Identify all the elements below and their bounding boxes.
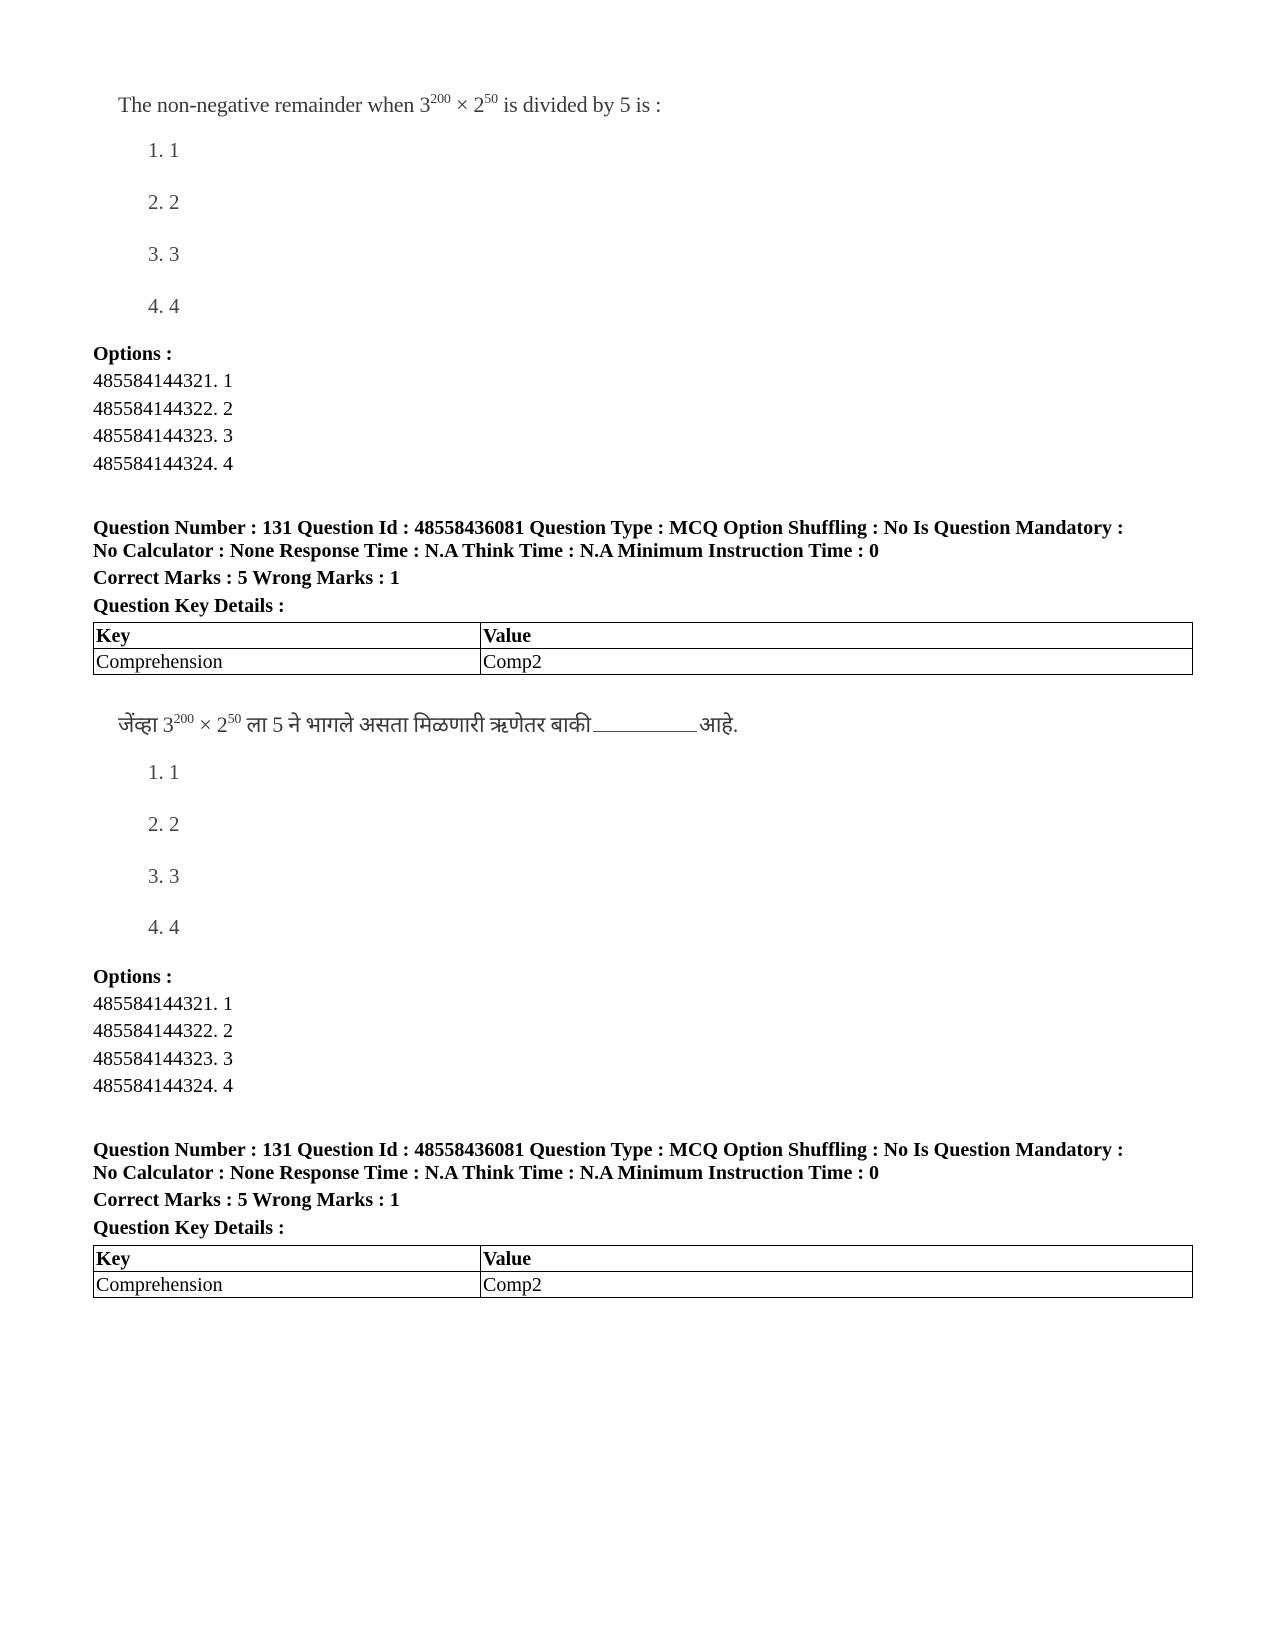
exponent: 200 (173, 712, 194, 727)
option-item: 485584144323. 3 (93, 1048, 233, 1070)
table-header-cell: Key (94, 1246, 481, 1272)
option-item: 485584144322. 2 (93, 398, 233, 420)
table-header-row (94, 1246, 1193, 1272)
question-option: 4. 4 (148, 294, 180, 318)
question-meta-line: Question Number : 131 Question Id : 48558436081 Question Type : MCQ Option Shuffling : No Is Question Mandatory : (93, 517, 1124, 539)
stem-text: is divided by 5 is : (497, 92, 662, 117)
stem-text: × 2 (450, 92, 485, 117)
question-option: 3. 3 (148, 242, 180, 266)
key-details-label: Question Key Details : (93, 595, 285, 617)
table-row (94, 1272, 1193, 1298)
stem-text: ला 5 ने भागले असता मिळणारी ऋणेतर बाकी (241, 712, 591, 737)
exponent: 200 (430, 92, 451, 107)
table-header-cell: Value (481, 1246, 1193, 1272)
question-stem (118, 706, 738, 739)
stem-text: जेंव्हा 3 (118, 712, 174, 737)
question-key-table (93, 622, 1193, 675)
table-cell: Comp2 (481, 1272, 1193, 1298)
question-option: 2. 2 (148, 812, 180, 836)
question-option: 2. 2 (148, 190, 180, 214)
marks-line: Correct Marks : 5 Wrong Marks : 1 (93, 567, 400, 589)
stem-text: The non-negative remainder when 3 (118, 92, 431, 117)
options-label: Options : (93, 966, 173, 988)
question-meta-line: No Calculator : None Response Time : N.A Think Time : N.A Minimum Instruction Time : 0 (93, 540, 879, 562)
options-label: Options : (93, 343, 173, 365)
key-details-label: Question Key Details : (93, 1217, 285, 1239)
table-cell: Comp2 (481, 649, 1193, 675)
table-cell: Comprehension (94, 649, 481, 675)
option-item: 485584144324. 4 (93, 453, 233, 475)
question-meta-line: No Calculator : None Response Time : N.A Think Time : N.A Minimum Instruction Time : 0 (93, 1162, 879, 1184)
exponent: 50 (227, 712, 242, 727)
question-image-english (118, 86, 662, 318)
question-option: 1. 1 (148, 760, 180, 784)
option-item: 485584144321. 1 (93, 993, 233, 1015)
table-header-cell: Value (481, 623, 1193, 649)
table-header-cell: Key (94, 623, 481, 649)
question-meta-line: Question Number : 131 Question Id : 48558436081 Question Type : MCQ Option Shuffling : No Is Question Mandatory : (93, 1139, 1124, 1161)
table-cell: Comprehension (94, 1272, 481, 1298)
question-option: 4. 4 (148, 915, 180, 939)
option-item: 485584144324. 4 (93, 1075, 233, 1097)
exponent: 50 (484, 92, 498, 107)
question-key-table (93, 1245, 1193, 1298)
question-option: 3. 3 (148, 864, 180, 888)
table-header-row (94, 623, 1193, 649)
stem-text: × 2 (193, 712, 228, 737)
option-item: 485584144322. 2 (93, 1020, 233, 1042)
question-stem (118, 86, 661, 119)
option-item: 485584144321. 1 (93, 370, 233, 392)
question-option: 1. 1 (148, 138, 180, 162)
stem-text: आहे. (698, 712, 739, 737)
table-row (94, 649, 1193, 675)
answer-blank (593, 713, 697, 732)
marks-line: Correct Marks : 5 Wrong Marks : 1 (93, 1189, 400, 1211)
option-item: 485584144323. 3 (93, 425, 233, 447)
question-image-marathi (118, 706, 739, 939)
